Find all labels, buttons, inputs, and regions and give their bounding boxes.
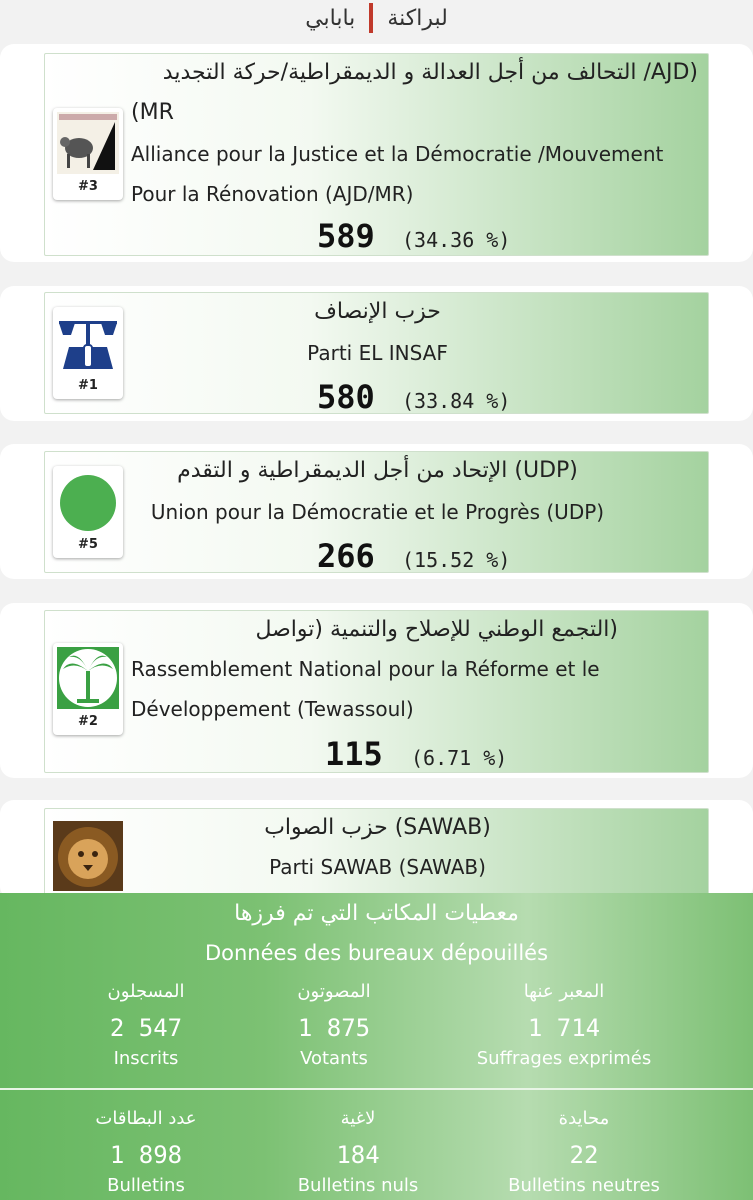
stat-value: 1 898 [109,1141,183,1169]
party-number: #3 [78,179,98,194]
stat-value: 22 [569,1141,599,1169]
vote-percent: (15.52 %) [402,548,511,572]
stat-label-ar: عدد البطاقات [95,1108,197,1129]
vote-percent: (33.84 %) [402,389,511,413]
party-name-fr: Union pour la Démocratie et le Progrès (UDP) [150,500,605,524]
stat-label-fr: Bulletins [107,1175,185,1196]
party-card-ajd-mr[interactable] [44,53,709,256]
party-name-ar: (UDP) الإتحاد من أجل الديمقراطية و التقدم [177,458,578,483]
stats-panel [0,893,753,1200]
stat-neutral [464,1108,704,1196]
stat-value: 1 714 [527,1014,601,1042]
party-logo [53,643,123,735]
stats-divider [0,1088,753,1090]
party-card-tewassoul[interactable] [44,610,709,773]
party-number: #1 [78,378,98,393]
party-number: #2 [78,714,98,729]
stat-invalid [238,1108,478,1196]
party-name-fr: Rassemblement National pour la Réforme et le [131,657,600,681]
vote-percent: (6.71 %) [411,746,508,770]
stats-title-fr: Données des bureaux dépouillés [204,941,549,965]
stat-label-fr: Bulletins nuls [297,1175,419,1196]
stat-label-ar: محايدة [558,1108,610,1129]
party-name-ar: (AJD/ التحالف من أجل العدالة و الديمقراطية/حركة التجديد [162,60,698,85]
header-separator [369,3,373,33]
stat-label-ar: المسجلون [107,981,185,1002]
stat-value: 2 547 [109,1014,183,1042]
party-card-sawab[interactable] [44,808,709,898]
stat-label-ar: المصوتون [297,981,371,1002]
stat-label-fr: Bulletins neutres [508,1175,660,1196]
header [0,0,753,40]
vote-percent: (34.36 %) [402,228,511,252]
party-card-insaf[interactable] [44,292,709,414]
party-name-ar: حزب الإنصاف [314,299,441,324]
party-name-ar-cont: MR) [131,100,174,125]
cow-logo-icon [57,112,119,174]
palm-tree-logo-icon [57,647,119,709]
stat-label-ar: المعبر عنها [523,981,605,1002]
party-name-fr: Parti EL INSAF [307,341,448,365]
party-name-fr-cont: Pour la Rénovation (AJD/MR) [131,182,414,206]
stat-value: 1 875 [297,1014,371,1042]
party-name-ar: (SAWAB) حزب الصواب [264,815,491,840]
commune-name: بابابي [305,5,356,31]
party-name-ar: (التجمع الوطني للإصلاح والتنمية (تواصل [255,617,618,642]
stat-expressed [444,981,684,1069]
stat-label-ar: لاغية [340,1108,376,1129]
stat-label-fr: Votants [300,1048,368,1069]
vote-count: 589 [317,217,375,255]
stat-voters [214,981,454,1069]
party-name-fr: Alliance pour la Justice et la Démocratie /Mouvement [131,142,664,166]
party-card-udp[interactable] [44,451,709,573]
party-name-fr: Parti SAWAB (SAWAB) [269,855,486,879]
stat-ballots [26,1108,266,1196]
stat-label-fr: Suffrages exprimés [476,1048,652,1069]
party-logo [53,108,123,200]
party-number: #5 [78,537,98,552]
vote-count: 580 [317,378,375,416]
stats-title-ar: معطيات المكاتب التي تم فرزها [234,901,519,926]
party-name-fr-cont: Développement (Tewassoul) [131,697,414,721]
stat-label-fr: Inscrits [113,1048,179,1069]
region-name: لبراكنة [387,5,448,31]
vote-count: 266 [317,537,375,575]
vote-count: 115 [325,735,383,773]
stat-value: 184 [336,1141,380,1169]
